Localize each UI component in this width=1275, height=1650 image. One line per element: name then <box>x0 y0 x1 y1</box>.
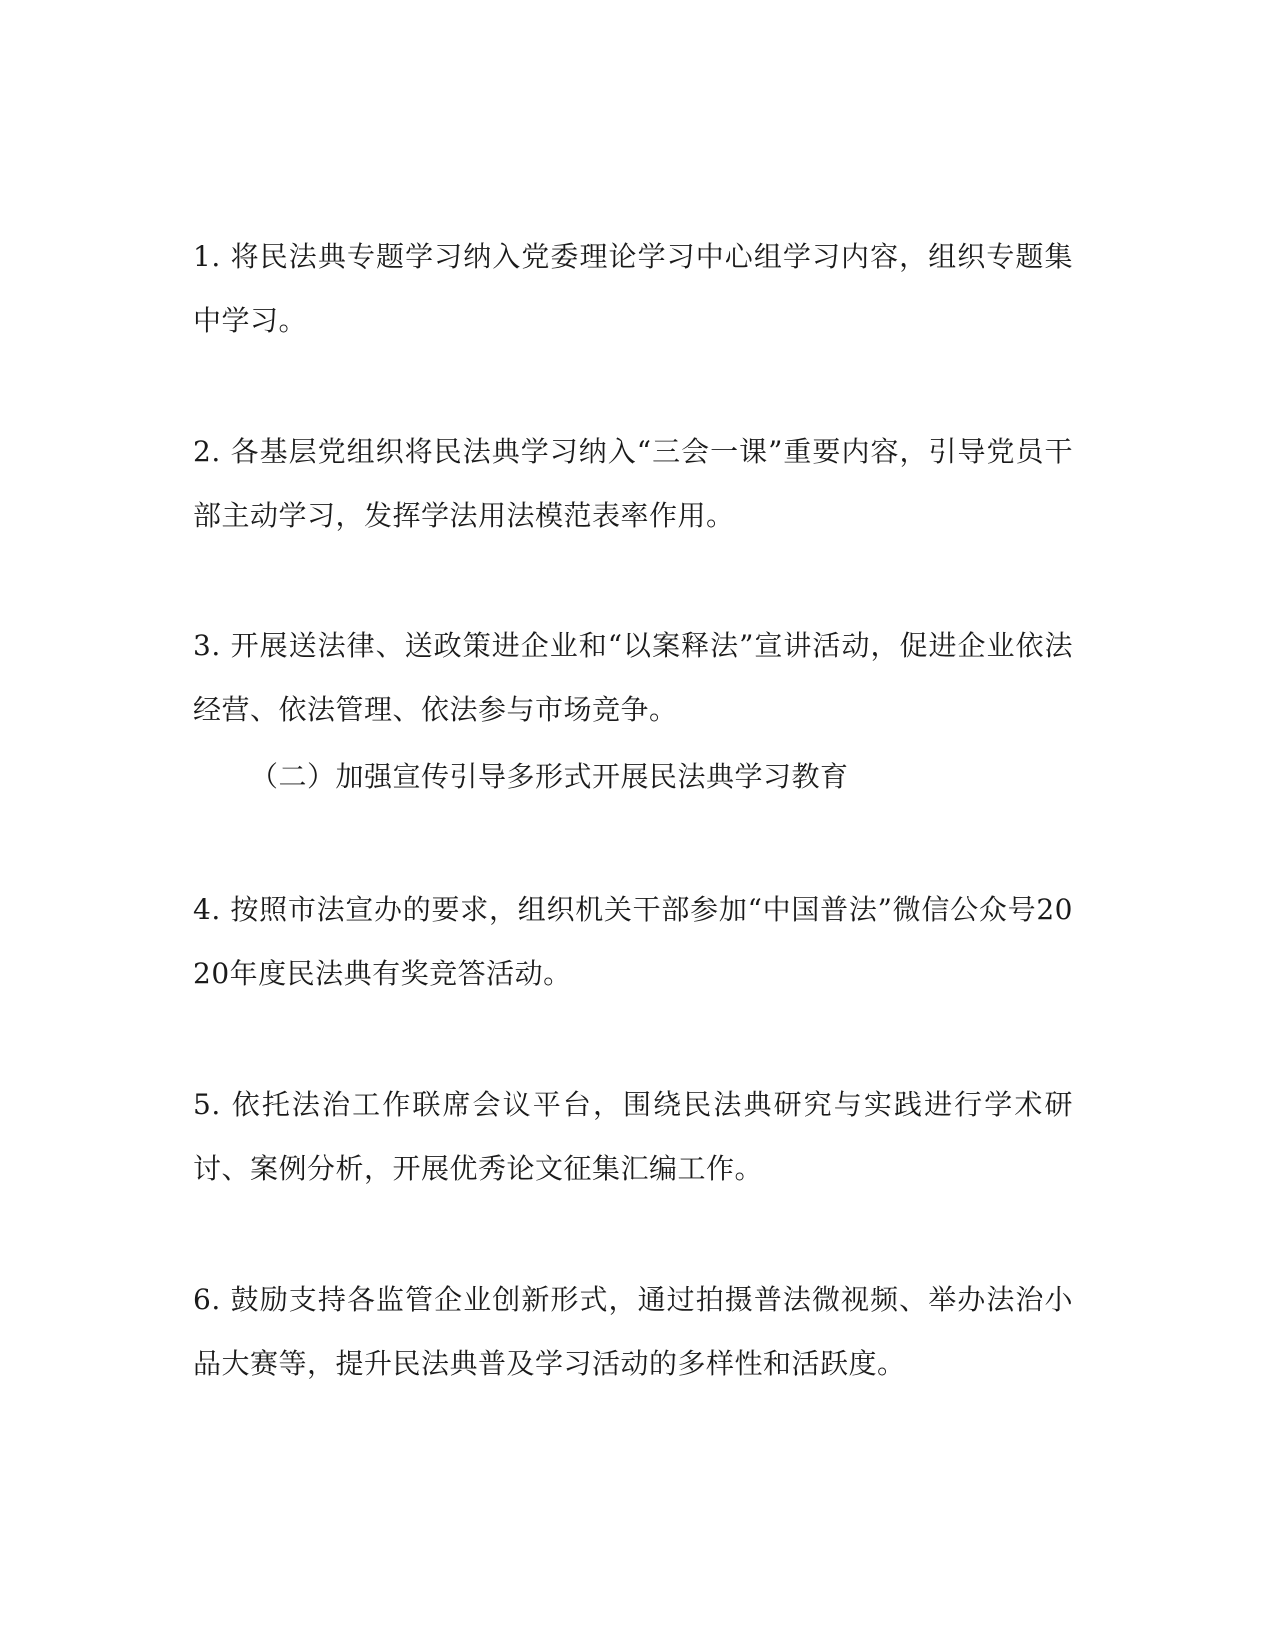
paragraph-item-3: 3. 开展送法律、送政策进企业和“以案释法”宣讲活动，促进企业依法经营、依法管理、依法参与市场竞争。 <box>193 629 1073 726</box>
paragraph-item-4: 4. 按照市法宣办的要求，组织机关干部参加“中国普法”微信公众号2020年度民法典有奖竞答活动。 <box>193 893 1073 990</box>
paragraph-item-5: 5. 依托法治工作联席会议平台，围绕民法典研究与实践进行学术研讨、案例分析，开展优秀论文征集汇编工作。 <box>193 1088 1073 1185</box>
paragraph-item-6: 6. 鼓励支持各监管企业创新形式，通过拍摄普法微视频、举办法治小品大赛等，提升民法典普及学习活动的多样性和活跃度。 <box>193 1283 1073 1380</box>
paragraph-item-2: 2. 各基层党组织将民法典学习纳入“三会一课”重要内容，引导党员干部主动学习，发挥学法用法模范表率作用。 <box>193 435 1073 532</box>
paragraph-item-1: 1. 将民法典专题学习纳入党委理论学习中心组学习内容，组织专题集中学习。 <box>193 240 1073 337</box>
section-heading: （二）加强宣传引导多形式开展民法典学习教育 <box>250 760 849 793</box>
